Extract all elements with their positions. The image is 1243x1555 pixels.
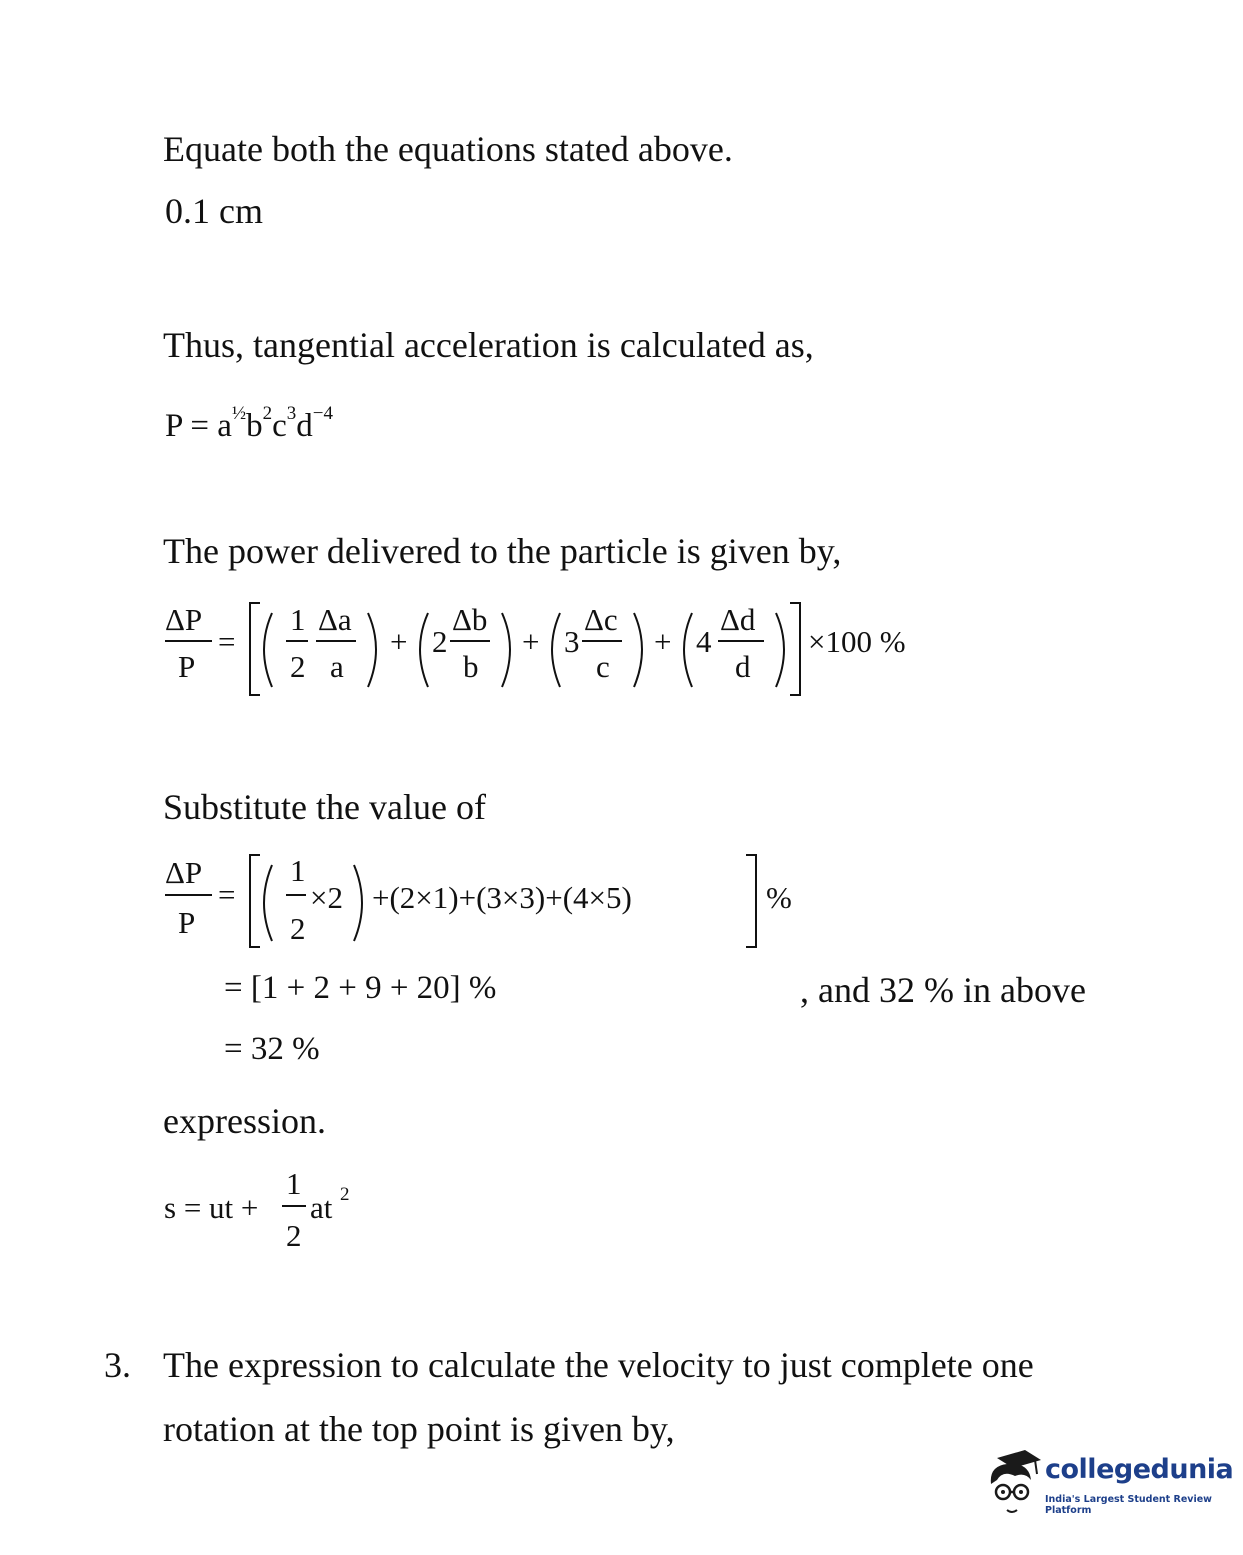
list-item-3-number: 3. [104, 1345, 131, 1385]
equation-result-line: = 32 % [224, 1031, 320, 1067]
eq-exp-b: 2 [262, 403, 273, 424]
svg-text:a: a [330, 649, 344, 684]
svg-text:×2: ×2 [310, 880, 343, 915]
svg-text:c: c [596, 649, 610, 684]
svg-text:2: 2 [286, 1218, 302, 1253]
eq-exp-a: ½ [231, 403, 247, 424]
svg-text:2: 2 [290, 649, 306, 684]
eq-d: d [296, 408, 313, 444]
svg-text:Δd: Δd [720, 602, 756, 637]
equation-relative-error [160, 595, 940, 705]
svg-text:at: at [310, 1190, 333, 1225]
svg-text:+: + [390, 624, 408, 659]
paragraph-equate: Equate both the equations stated above. [163, 129, 733, 169]
svg-text:1: 1 [290, 602, 306, 637]
svg-text:Δb: Δb [452, 602, 488, 637]
svg-text:=: = [218, 877, 236, 912]
svg-text:ΔP: ΔP [165, 602, 203, 637]
svg-text:d: d [735, 649, 751, 684]
svg-text:ΔP: ΔP [165, 855, 203, 890]
equation-substitution [160, 845, 810, 955]
svg-text:2: 2 [340, 1184, 350, 1205]
paragraph-tangential: Thus, tangential acceleration is calculated as, [163, 325, 814, 365]
svg-text:Δa: Δa [318, 602, 352, 637]
collegedunia-logo[interactable] [985, 1448, 1234, 1528]
paragraph-power-delivered: The power delivered to the particle is given by, [163, 531, 842, 571]
eq-c: c [272, 408, 287, 444]
eq-b: b [246, 408, 263, 444]
svg-text:1: 1 [290, 853, 306, 888]
paragraph-substitute: Substitute the value of [163, 787, 486, 827]
svg-text:3: 3 [564, 624, 580, 659]
eq-lhs: P = a [165, 408, 232, 444]
svg-text:2: 2 [432, 624, 448, 659]
svg-text:s = ut +: s = ut + [164, 1190, 259, 1225]
paragraph-substitute-tail: , and 32 % in above [800, 970, 1086, 1010]
list-item-3-line2: rotation at the top point is given by, [163, 1409, 675, 1449]
logo-tagline: India's Largest Student Review Platform [1045, 1494, 1212, 1516]
svg-text:%: % [766, 880, 792, 915]
svg-text:×100 %: ×100 % [808, 624, 906, 659]
student-mascot-icon [985, 1448, 1043, 1520]
svg-text:4: 4 [696, 624, 712, 659]
equation-power-formula [165, 403, 334, 444]
eq-exp-d: −4 [312, 403, 334, 424]
svg-text:P: P [178, 649, 196, 684]
equation-sum-line: = [1 + 2 + 9 + 20] % [224, 970, 497, 1006]
list-item-3-line1: The expression to calculate the velocity to just complete one [163, 1345, 1034, 1385]
svg-text:=: = [218, 624, 236, 659]
svg-text:+: + [522, 624, 540, 659]
svg-text:Δc: Δc [584, 602, 618, 637]
eq-exp-c: 3 [286, 403, 297, 424]
svg-text:P: P [178, 905, 196, 940]
svg-text:2: 2 [290, 911, 306, 946]
value-0-1-cm: 0.1 cm [165, 191, 263, 231]
svg-text:1: 1 [286, 1166, 302, 1201]
paragraph-expression: expression. [163, 1101, 326, 1141]
svg-text:+: + [654, 624, 672, 659]
svg-text:b: b [463, 649, 479, 684]
logo-wordmark: collegedunia [1045, 1454, 1234, 1485]
equation-kinematics [160, 1160, 380, 1260]
svg-text:+(2×1)+(3×3)+(4×5): +(2×1)+(3×3)+(4×5) [372, 880, 632, 915]
